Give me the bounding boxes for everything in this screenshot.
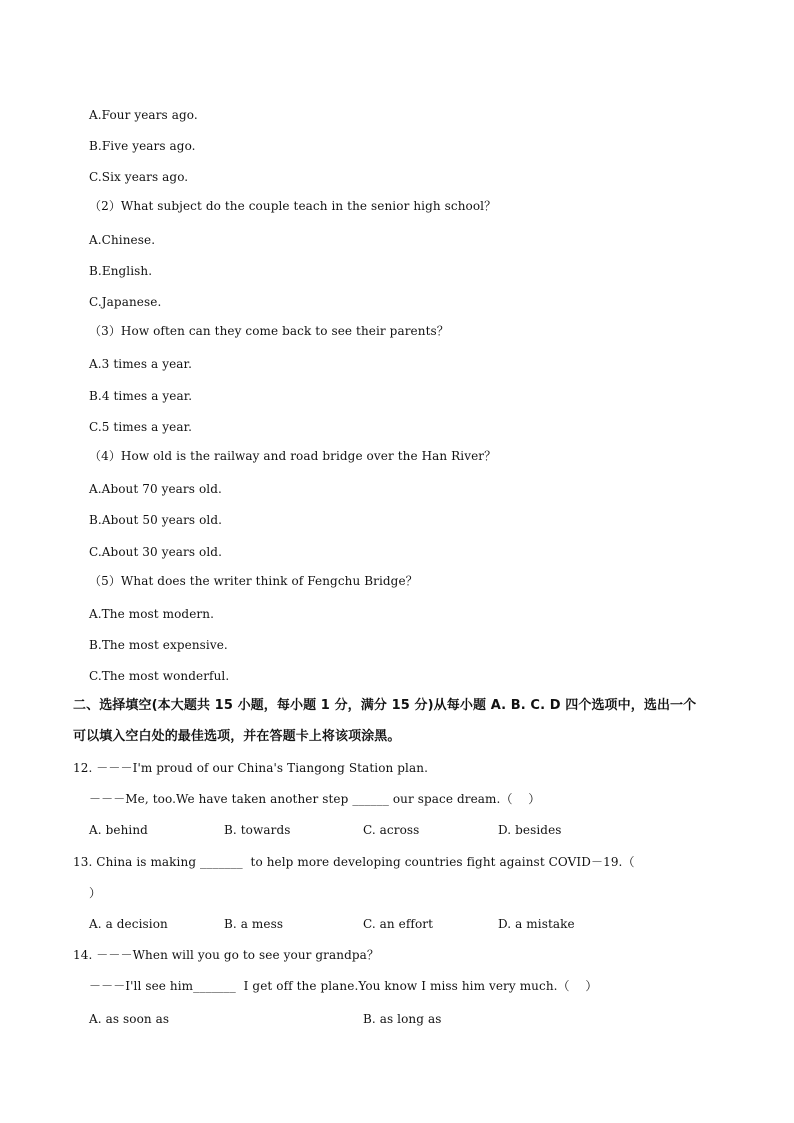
- q1-option-c: C.Six years ago.: [89, 170, 189, 184]
- q14-option-b: B. as long as: [363, 1012, 442, 1026]
- q1-option-a: A.Four years ago.: [89, 108, 198, 122]
- q3-option-a: A.3 times a year.: [89, 357, 192, 371]
- q3-option-c: C.5 times a year.: [89, 420, 193, 434]
- q13-option-c: C. an effort: [363, 917, 434, 931]
- q12-line2: －－－Me, too.We have taken another step ______ our space dream.（ ）: [89, 792, 541, 806]
- q3-question: （3）How often can they come back to see their parents？: [89, 324, 449, 338]
- q1-option-b: B.Five years ago.: [89, 139, 196, 153]
- q4-question: （4）How old is the railway and road bridge over the Han River？: [89, 449, 497, 463]
- q4-option-a: A.About 70 years old.: [89, 482, 222, 496]
- section2-heading-line2: 可以填入空白处的最佳选项，并在答题卡上将该项涂黑。: [73, 729, 401, 744]
- q3-option-b: B.4 times a year.: [89, 389, 193, 403]
- q5-question: （5）What does the writer think of Fengchu Bridge？: [89, 574, 418, 588]
- q5-option-a: A.The most modern.: [89, 607, 214, 621]
- q2-option-b: B.English.: [89, 264, 153, 278]
- q14-line1: 14. －－－When will you go to see your grandpa？: [73, 948, 380, 962]
- q13-line1: 13. China is making _______ to help more developing countries fight against COVID－19.（: [73, 855, 635, 869]
- q12-option-b: B. towards: [224, 823, 291, 837]
- q5-option-b: B.The most expensive.: [89, 638, 228, 652]
- q13-option-a: A. a decision: [89, 917, 168, 931]
- q14-line2: －－－I'll see him_______ I get off the plane.You know I miss him very much.（ ）: [89, 979, 598, 993]
- q4-option-c: C.About 30 years old.: [89, 545, 222, 559]
- q2-option-c: C.Japanese.: [89, 295, 162, 309]
- q12-option-a: A. behind: [89, 823, 148, 837]
- q13-option-d: D. a mistake: [498, 917, 575, 931]
- section2-heading-line1: 二、选择填空(本大题共 15 小题，每小题 1 分，满分 15 分)从每小题 A. B. C. D 四个选项中，选出一个: [73, 698, 697, 713]
- q4-option-b: B.About 50 years old.: [89, 513, 223, 527]
- q12-option-d: D. besides: [498, 823, 562, 837]
- q2-option-a: A.Chinese.: [89, 233, 156, 247]
- q5-option-c: C.The most wonderful.: [89, 669, 230, 683]
- q13-line2: ）: [89, 886, 102, 900]
- q12-line1: 12. －－－I'm proud of our China's Tiangong Station plan.: [73, 761, 428, 775]
- q2-question: （2）What subject do the couple teach in the senior high school？: [89, 199, 497, 213]
- q14-option-a: A. as soon as: [89, 1012, 170, 1026]
- q12-option-c: C. across: [363, 823, 420, 837]
- q13-option-b: B. a mess: [224, 917, 284, 931]
